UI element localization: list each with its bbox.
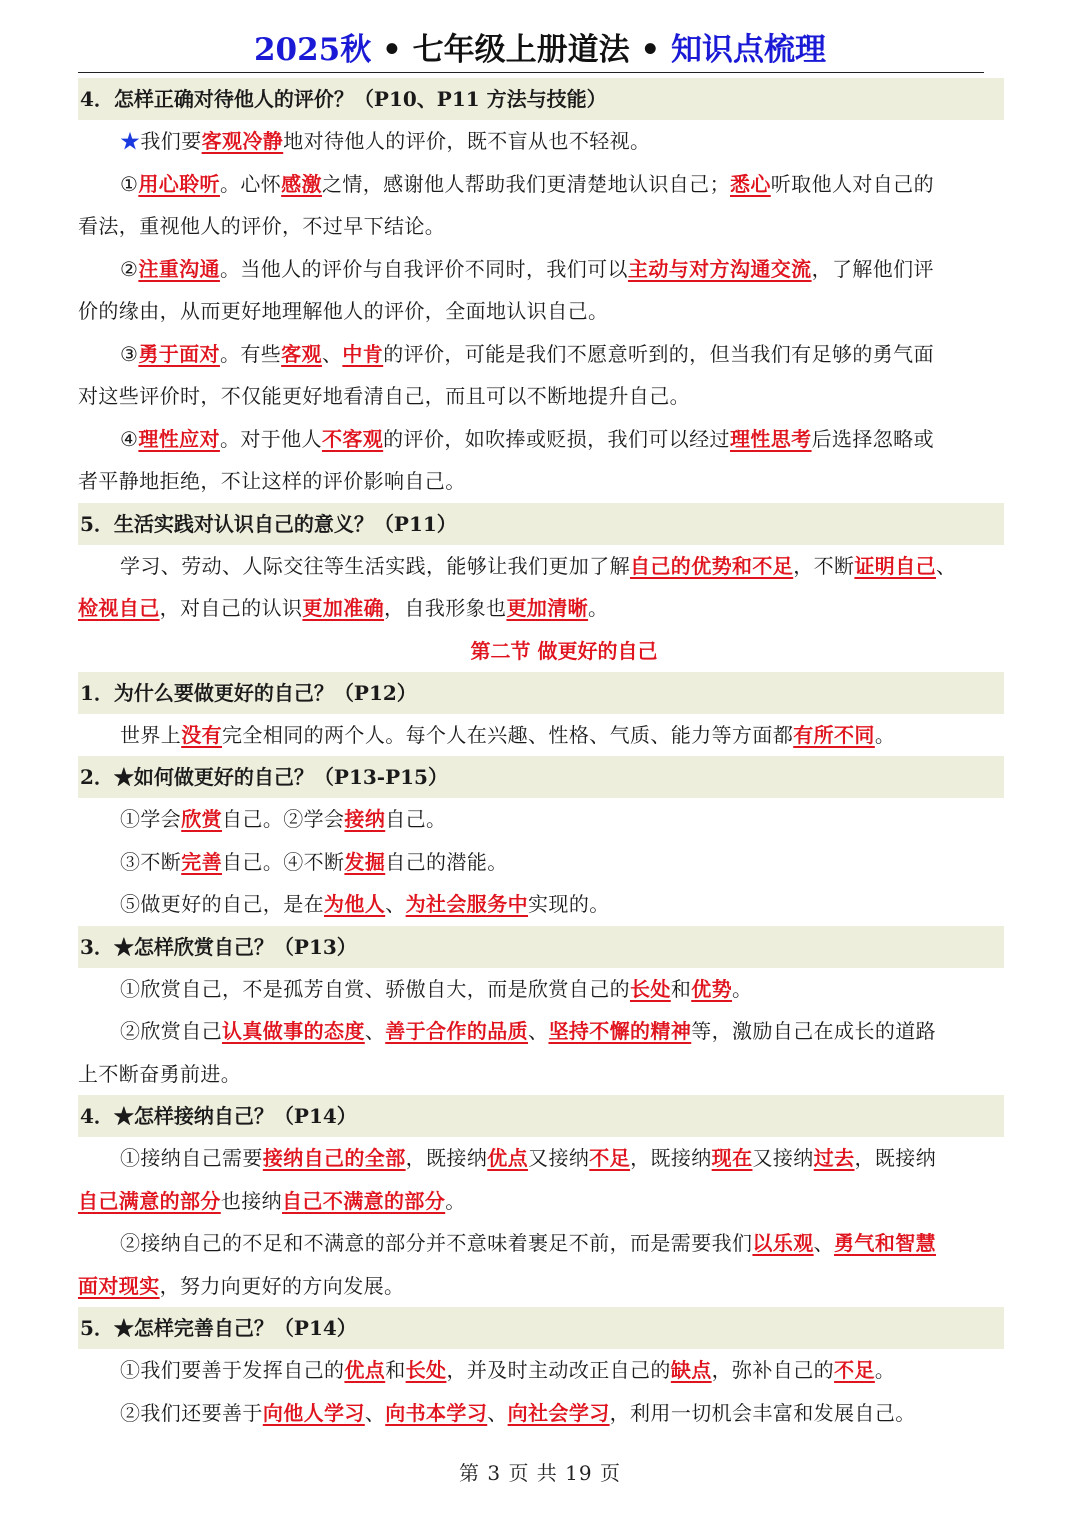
paragraph-line [78,798,1004,841]
header-rule [78,72,984,73]
star-icon: ★ [120,129,141,153]
key-term: 发掘 [344,849,386,874]
text-run: ，了解他们评 [811,256,934,281]
text-run: 、 [936,553,957,578]
text-run: ①欣赏自己，不是孤芳自赏、骄傲自大，而是欣赏自己的 [120,976,630,1001]
text-run: 和 [385,1358,406,1382]
header-dot: • [629,32,672,68]
text-run: ⑤做更好的自己，是在 [120,892,324,916]
key-term: 自己满意的部分 [78,1188,221,1213]
page-header [0,26,1080,74]
paragraph-line [78,460,1004,503]
text-run: 、 [321,341,343,366]
text-run: ，既接纳 [405,1146,488,1170]
key-term: 认真做事的态度 [222,1019,365,1043]
key-term: 向他人学习 [262,1400,365,1425]
paragraph-line [78,205,1004,248]
paragraph-line [78,714,1004,757]
text-run: 对这些评价时，不仅能更好地看清自己，而且可以不断地提升自己。 [78,384,690,408]
header-dot: • [371,32,413,68]
text-run: 自己。②学会 [222,807,345,831]
key-term: 长处 [630,976,671,1001]
key-term: 为他人 [324,892,386,916]
key-term: 更加清晰 [506,596,589,620]
question-heading: 3．★怎样欣赏自己？（P13） [78,926,1004,968]
text-run: 又接纳 [752,1146,814,1170]
key-term: 现在 [711,1146,753,1170]
section-title: 第二节 做更好的自己 [470,638,658,663]
paragraph-line [78,1180,1004,1223]
question-heading: 4．★怎样接纳自己？（P14） [78,1095,1004,1137]
page-footer: 第 3 页 共 19 页 [459,1461,621,1485]
key-term: 善于合作的品质 [385,1019,529,1043]
text-run: ① [120,171,139,196]
text-run: 、 [364,1400,386,1425]
paragraph-line [78,375,1004,418]
key-term: 过去 [813,1146,855,1170]
text-run: 。当他人的评价与自我评价不同时，我们可以 [219,256,628,281]
key-term: 不足 [834,1358,875,1382]
question-heading: 4．怎样正确对待他人的评价？（P10、P11 方法与技能） [78,78,1004,120]
header-grade: 七年级上册道法 [412,32,630,68]
text-run: 的评价，如吹捧或贬损，我们可以经过 [383,426,730,451]
paragraph-line [78,333,1004,376]
key-term: 接纳自己的全部 [262,1146,406,1170]
text-run: 、 [364,1019,386,1043]
text-run: 。 [874,1358,896,1382]
text-run: 、 [385,892,406,916]
key-term: 理性思考 [729,426,812,451]
paragraph-line [78,883,1004,926]
header-topic: 知识点梳理 [671,32,827,68]
key-term: 欣赏 [181,807,223,831]
text-run: ③不断 [120,849,182,874]
key-term: 注重沟通 [138,256,220,281]
text-run: ②我们还要善于 [120,1400,263,1425]
text-run: 。 [445,1188,466,1213]
key-term: 感激 [281,171,322,196]
key-term: 悉心 [729,171,771,196]
paragraph-line [78,418,1004,461]
text-run: ①学会 [120,807,182,831]
key-term: 不足 [589,1146,631,1170]
key-term: 更加准确 [302,596,385,620]
text-run: ，努力向更好的方向发展。 [159,1273,405,1298]
text-run: 。 [588,596,609,620]
question-heading: 5．生活实践对认识自己的意义？（P11） [78,503,1004,545]
key-term: 优点 [487,1146,529,1170]
paragraph-line [78,163,1004,206]
text-run: ①我们要善于发挥自己的 [120,1358,345,1382]
text-run: ②欣赏自己 [120,1019,222,1043]
key-term: 向书本学习 [385,1400,488,1425]
text-run: ，既接纳 [630,1146,712,1170]
key-term: 勇气和智慧 [834,1231,937,1255]
text-run: 上不断奋勇前进。 [78,1061,242,1086]
paragraph-line [78,1010,1004,1053]
text-run: 世界上 [120,722,182,747]
text-run: 、 [528,1019,549,1043]
paragraph-line [78,1349,1004,1392]
key-term: 勇于面对 [138,341,220,366]
text-run: 又接纳 [528,1146,590,1170]
text-run: 我们要 [140,129,202,153]
text-run: 后选择忽略或 [811,426,934,451]
text-run: 。 [732,976,753,1001]
text-run: 的评价，可能是我们不愿意听到的，但当我们有足够的勇气面 [383,341,934,366]
paragraph-line [78,1137,1004,1180]
text-run: ② [120,256,139,281]
text-run: 。心怀 [219,171,282,196]
text-run: 地对待他人的评价，既不盲从也不轻视。 [283,129,651,153]
text-run: ，利用一切机会丰富和发展自己。 [609,1400,916,1425]
key-term: 为社会服务中 [405,892,529,916]
key-term: 检视自己 [78,596,160,620]
text-run: ①接纳自己需要 [120,1146,263,1170]
key-term: 坚持不懈的精神 [548,1019,692,1043]
text-run: 听取他人对自己的 [770,171,934,196]
text-run: ，弥补自己的 [711,1358,835,1382]
text-run: ③ [120,341,139,366]
key-term: 证明自己 [854,553,937,578]
key-term: 向社会学习 [507,1400,610,1425]
text-run: ，对自己的认识 [159,596,303,620]
paragraph-line [78,1265,1004,1308]
text-run: 自己。④不断 [222,849,345,874]
text-run: ④ [120,426,139,451]
key-term: 缺点 [670,1358,712,1382]
text-run: 自己。 [385,807,447,831]
key-term: 中肯 [342,341,384,366]
text-run: 和 [670,976,692,1001]
text-run: 实现的。 [528,892,610,916]
key-term: 面对现实 [78,1273,160,1298]
key-term: 优点 [344,1358,386,1382]
paragraph-line [78,1392,1004,1435]
key-term: 理性应对 [138,426,220,451]
question-heading: 2．★如何做更好的自己？（P13-P15） [78,756,1004,798]
text-run: 、 [487,1400,508,1425]
text-run: ，不断 [793,553,855,578]
paragraph-line [78,1222,1004,1265]
text-run: 看法，重视他人的评价，不过早下结论。 [78,214,446,238]
key-term: 有所不同 [793,722,875,747]
key-term: 优势 [691,976,733,1001]
key-term: 长处 [405,1358,447,1382]
key-term: 主动与对方沟通交流 [627,256,812,281]
text-run: 学习、劳动、人际交往等生活实践，能够让我们更加了解 [120,553,630,578]
text-run: 。对于他人 [219,426,322,451]
page-content [78,78,1004,1434]
text-run: 、 [813,1231,835,1255]
text-run: 之情，感谢他人帮助我们更清楚地认识自己； [321,171,730,196]
question-heading: 5．★怎样完善自己？（P14） [78,1307,1004,1349]
key-term: 用心聆听 [138,171,220,196]
text-run: 也接纳 [220,1188,283,1213]
text-run: 。 [874,722,896,747]
text-run: 。有些 [219,341,282,366]
paragraph-line [78,290,1004,333]
key-term: 完善 [181,849,223,874]
key-term: 自己的优势和不足 [630,553,794,578]
key-term: 没有 [181,722,223,747]
text-run: 完全相同的两个人。每个人在兴趣、性格、气质、能力等方面都 [222,722,794,747]
key-term: 客观 [281,341,322,366]
text-run: ，并及时主动改正自己的 [446,1358,671,1382]
text-run: 自己的潜能。 [385,849,508,874]
paragraph-line [78,120,1004,163]
paragraph-line [78,248,1004,291]
key-term: 以乐观 [752,1231,814,1255]
key-term: 接纳 [344,807,386,831]
paragraph-line [78,587,1004,630]
paragraph-line [78,545,1004,588]
text-run: 等，激励自己在成长的道路 [691,1019,937,1043]
text-run: 价的缘由，从而更好地理解他人的评价，全面地认识自己。 [78,299,609,323]
key-term: 自己不满意的部分 [282,1188,446,1213]
header-year: 2025秋 [253,32,372,68]
paragraph-line [78,1053,1004,1096]
key-term: 客观冷静 [201,129,284,153]
text-run: 者平静地拒绝，不让这样的评价影响自己。 [78,469,466,493]
paragraph-line [78,841,1004,884]
text-run: ②接纳自己的不足和不满意的部分并不意味着裹足不前，而是需要我们 [120,1231,753,1255]
text-run: ，既接纳 [854,1146,937,1170]
paragraph-line [78,968,1004,1011]
question-heading: 1．为什么要做更好的自己？（P12） [78,672,1004,714]
key-term: 不客观 [321,426,384,451]
text-run: ，自我形象也 [384,596,507,620]
